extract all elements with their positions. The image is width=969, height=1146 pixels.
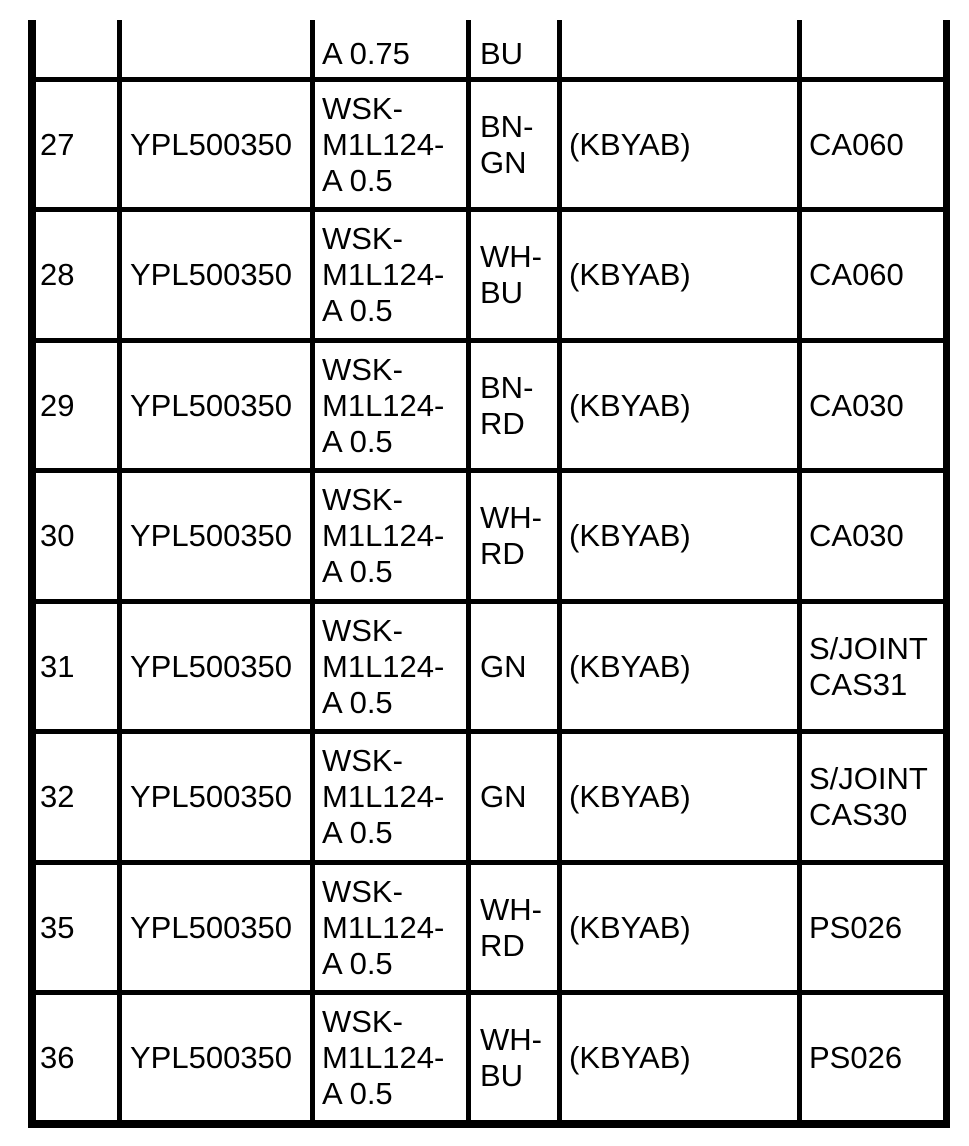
wire-gauge-cell — [322, 604, 444, 729]
column-divider — [797, 20, 802, 1128]
part-number-cell — [130, 995, 292, 1120]
part-number-cell — [130, 343, 292, 468]
destination-cell — [809, 343, 904, 468]
part-number-cell-text: YPL500350 — [130, 126, 293, 162]
pin-cell — [40, 604, 74, 729]
partial-row-gauge: A 0.75 — [322, 36, 410, 71]
wire-color-cell-text: GN — [480, 778, 527, 814]
wire-gauge-cell — [322, 995, 444, 1120]
wire-gauge-cell-text: WSK- M1L124- A 0.5 — [322, 90, 445, 198]
part-number-cell-text: YPL500350 — [130, 778, 293, 814]
column-divider — [117, 20, 122, 1128]
wire-gauge-cell-text: WSK- M1L124- A 0.5 — [322, 1003, 445, 1111]
wire-color-cell — [480, 343, 533, 468]
wire-gauge-cell-text: WSK- M1L124- A 0.5 — [322, 481, 445, 589]
destination-cell — [809, 734, 928, 859]
circuit-code-cell-text: (KBYAB) — [569, 778, 691, 814]
part-number-cell-text: YPL500350 — [130, 1039, 293, 1075]
pin-cell-text: 28 — [40, 256, 75, 292]
partial-row-color: BU — [480, 36, 524, 71]
part-number-cell — [130, 473, 292, 598]
destination-cell-text: CA030 — [809, 517, 904, 553]
pin-cell-text: 32 — [40, 778, 75, 814]
circuit-code-cell-text: (KBYAB) — [569, 387, 691, 423]
part-number-cell-text: YPL500350 — [130, 387, 293, 423]
part-number-cell — [130, 734, 292, 859]
part-number-cell — [130, 865, 292, 990]
circuit-code-cell — [569, 734, 691, 859]
column-divider — [466, 20, 471, 1128]
pin-cell-text: 27 — [40, 126, 75, 162]
column-divider — [557, 20, 562, 1128]
circuit-code-cell-text: (KBYAB) — [569, 517, 691, 553]
destination-cell-text: CA060 — [809, 256, 904, 292]
circuit-code-cell — [569, 995, 691, 1120]
pin-cell-text: 30 — [40, 517, 75, 553]
wire-gauge-cell — [322, 82, 444, 207]
column-divider — [310, 20, 315, 1128]
wire-color-cell-text: WH- BU — [480, 1021, 542, 1093]
pin-cell — [40, 212, 74, 337]
wire-color-cell-text: BN- RD — [480, 369, 534, 441]
pin-cell-text: 29 — [40, 387, 75, 423]
destination-cell — [809, 995, 902, 1120]
table-border-bottom — [28, 1120, 950, 1128]
part-number-cell-text: YPL500350 — [130, 648, 293, 684]
destination-cell-text: CA060 — [809, 126, 904, 162]
wire-color-cell — [480, 212, 542, 337]
wire-gauge-cell — [322, 343, 444, 468]
part-number-cell-text: YPL500350 — [130, 517, 293, 553]
destination-cell-text: PS026 — [809, 1039, 903, 1075]
wire-gauge-cell-text: WSK- M1L124- A 0.5 — [322, 220, 445, 328]
wire-gauge-cell — [322, 473, 444, 598]
destination-cell — [809, 212, 904, 337]
circuit-code-cell-text: (KBYAB) — [569, 648, 691, 684]
wire-color-cell-text: WH- RD — [480, 891, 542, 963]
wire-gauge-cell — [322, 734, 444, 859]
wire-color-cell-text: BN- GN — [480, 108, 534, 180]
wire-color-cell — [480, 604, 527, 729]
destination-cell — [809, 82, 904, 207]
wire-gauge-cell-text: WSK- M1L124- A 0.5 — [322, 612, 445, 720]
destination-cell — [809, 865, 902, 990]
circuit-code-cell — [569, 473, 691, 598]
destination-cell-text: PS026 — [809, 909, 903, 945]
wire-color-cell — [480, 734, 527, 859]
wire-color-cell — [480, 473, 542, 598]
wire-gauge-cell-text: WSK- M1L124- A 0.5 — [322, 742, 445, 850]
pin-cell — [40, 82, 74, 207]
circuit-code-cell-text: (KBYAB) — [569, 126, 691, 162]
wire-color-cell — [480, 82, 533, 207]
circuit-code-cell — [569, 212, 691, 337]
wire-gauge-cell — [322, 865, 444, 990]
wire-color-cell — [480, 995, 542, 1120]
part-number-cell — [130, 212, 292, 337]
pin-cell — [40, 865, 74, 990]
wire-color-cell-text: WH- BU — [480, 238, 542, 310]
pin-cell — [40, 343, 74, 468]
pin-cell-text: 35 — [40, 909, 75, 945]
part-number-cell — [130, 82, 292, 207]
part-number-cell-text: YPL500350 — [130, 909, 293, 945]
destination-cell — [809, 604, 928, 729]
circuit-code-cell — [569, 343, 691, 468]
wire-color-cell-text: WH- RD — [480, 499, 542, 571]
circuit-code-cell-text: (KBYAB) — [569, 1039, 691, 1075]
wire-gauge-cell-text: WSK- M1L124- A 0.5 — [322, 351, 445, 459]
table-border-left — [28, 20, 36, 1128]
pin-cell — [40, 473, 74, 598]
table-border-right — [943, 20, 950, 1128]
wire-color-cell-text: GN — [480, 648, 527, 684]
destination-cell-text: S/JOINT CAS31 — [809, 630, 928, 702]
circuit-code-cell-text: (KBYAB) — [569, 256, 691, 292]
pin-cell-text: 31 — [40, 648, 75, 684]
part-number-cell — [130, 604, 292, 729]
destination-cell — [809, 473, 904, 598]
pin-cell-text: 36 — [40, 1039, 75, 1075]
destination-cell-text: CA030 — [809, 387, 904, 423]
wire-gauge-cell-text: WSK- M1L124- A 0.5 — [322, 873, 445, 981]
wire-gauge-cell — [322, 212, 444, 337]
pin-cell — [40, 734, 74, 859]
part-number-cell-text: YPL500350 — [130, 256, 293, 292]
circuit-code-cell-text: (KBYAB) — [569, 909, 691, 945]
wire-color-cell — [480, 865, 542, 990]
circuit-code-cell — [569, 82, 691, 207]
destination-cell-text: S/JOINT CAS30 — [809, 760, 928, 832]
circuit-code-cell — [569, 604, 691, 729]
pin-cell — [40, 995, 74, 1120]
circuit-code-cell — [569, 865, 691, 990]
